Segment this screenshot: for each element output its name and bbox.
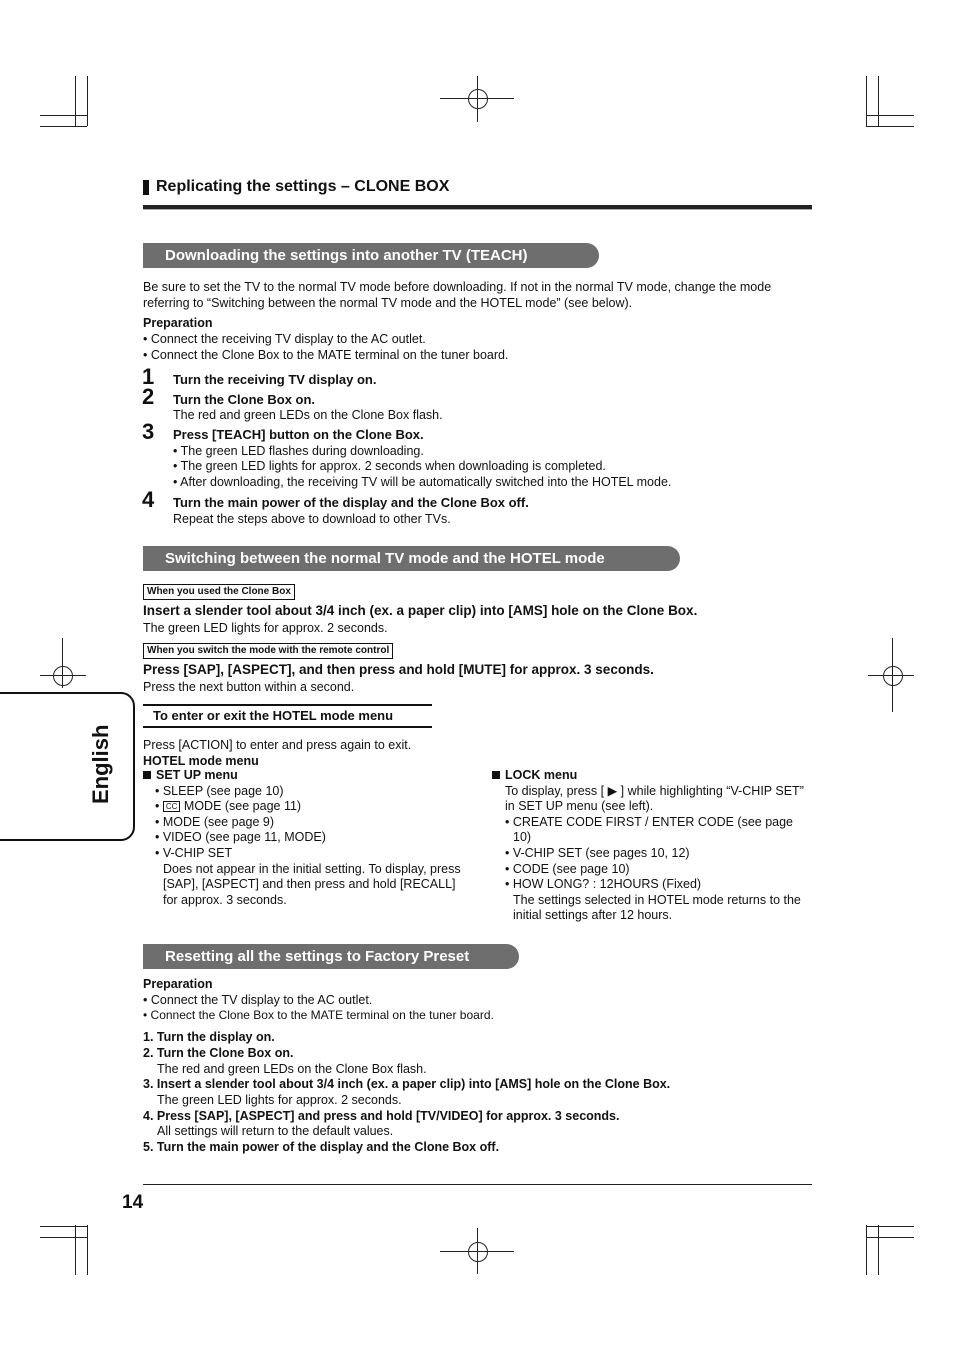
lock-line: To display, press [ ▶ ] while highlighting “V-CHIP SET” [505,783,804,798]
reset-step-body: The green LED lights for approx. 2 seconds. [157,1093,402,1107]
setup-item: • MODE (see page 9) [155,814,275,829]
square-bullet-icon [492,771,500,779]
remote-note: Press the next button within a second. [143,680,355,694]
clonebox-label: When you used the Clone Box [143,584,295,600]
remote-label: When you switch the mode with the remote control [143,643,393,659]
reset-step-body: The red and green LEDs on the Clone Box flash. [157,1062,427,1076]
lock-menu-title: LOCK menu [492,768,817,784]
step-bullet: • After downloading, the receiving TV will be automatically switched into the HOTEL mode. [173,475,672,489]
cc-icon: CC [163,801,181,812]
reset-step: 3. Insert a slender tool about 3/4 inch (ex. a paper clip) into [AMS] hole on the Clone Box. [143,1077,671,1091]
clonebox-instruction: Insert a slender tool about 3/4 inch (ex. a paper clip) into [AMS] hole on the Clone Box. [143,603,698,618]
step-title: Press [TEACH] button on the Clone Box. [173,427,424,442]
lock-menu [492,768,817,924]
footer-rule [143,1184,812,1185]
step-bullet: • The green LED flashes during downloading. [173,444,424,458]
remote-instruction: Press [SAP], [ASPECT], and then press and hold [MUTE] for approx. 3 seconds. [143,662,654,677]
clonebox-note: The green LED lights for approx. 2 seconds. [143,621,388,635]
setup-note: for approx. 3 seconds. [163,892,287,907]
section-title [143,178,449,196]
reset-step: 4. Press [SAP], [ASPECT] and press and hold [TV/VIDEO] for approx. 3 seconds. [143,1109,620,1123]
step-number: 1 [142,364,155,389]
square-bullet-icon [143,771,151,779]
setup-menu [143,768,473,908]
reset-step: 2. Turn the Clone Box on. [143,1046,294,1060]
step-number: 3 [142,419,155,444]
lock-line: • V-CHIP SET (see pages 10, 12) [505,845,690,860]
step-body: The red and green LEDs on the Clone Box flash. [173,408,443,422]
reset-step: 5. Turn the main power of the display and the Clone Box off. [143,1140,500,1154]
teach-heading: Downloading the settings into another TV (TEACH) [143,243,599,268]
teach-prep-item: • Connect the receiving TV display to the AC outlet. [143,332,426,346]
setup-item: • CC MODE (see page 11) [155,799,302,814]
reset-step-body: All settings will return to the default values. [157,1124,394,1138]
lock-line: • CREATE CODE FIRST / ENTER CODE (see page [505,814,794,829]
section-rule [143,205,812,210]
language-tab [0,692,135,841]
step-title: Turn the receiving TV display on. [173,372,377,387]
hotel-menu-subhead: To enter or exit the HOTEL mode menu [143,704,432,728]
step-number: 4 [142,487,155,512]
lock-line: • CODE (see page 10) [505,861,630,876]
switching-heading: Switching between the normal TV mode and the HOTEL mode [143,546,680,571]
section-title-text: Replicating the settings – CLONE BOX [156,178,450,195]
reset-prep-item: • Connect the TV display to the AC outlet. [143,993,373,1007]
setup-menu-title: SET UP menu [143,768,473,784]
hotel-menu-intro: Press [ACTION] to enter and press again to exit. [143,738,412,752]
setup-note: [SAP], [ASPECT] and then press and hold [RECALL] [163,877,456,892]
reset-prep-item: • Connect the Clone Box to the MATE terminal on the tuner board. [143,1008,494,1022]
lock-line: initial settings after 12 hours. [513,908,673,923]
setup-item: • SLEEP (see page 10) [155,783,284,798]
step-title: Turn the Clone Box on. [173,392,316,407]
step-number: 2 [142,384,155,409]
teach-intro: Be sure to set the TV to the normal TV mode before downloading. If not in the normal TV mode, change the mode referring to “Switching between the normal TV mode and the HOTEL mode” (see below). [143,280,772,310]
teach-prep-item: • Connect the Clone Box to the MATE terminal on the tuner board. [143,348,509,362]
hotel-menu-label: HOTEL mode menu [143,754,259,768]
lock-line: • HOW LONG? : 12HOURS (Fixed) [505,877,702,892]
lock-line: 10) [513,830,532,845]
teach-prep-label: Preparation [143,316,213,330]
lock-line: The settings selected in HOTEL mode returns to the [513,892,801,907]
lock-line: in SET UP menu (see left). [505,799,654,814]
step-title: Turn the main power of the display and the Clone Box off. [173,495,529,510]
reset-prep-label: Preparation [143,977,213,991]
reset-heading: Resetting all the settings to Factory Preset [143,944,519,969]
setup-note: Does not appear in the initial setting. To display, press [163,861,461,876]
language-tab-label: English [88,724,113,804]
reset-step: 1. Turn the display on. [143,1030,275,1044]
setup-item: • VIDEO (see page 11, MODE) [155,830,326,845]
step-body: Repeat the steps above to download to other TVs. [173,512,451,526]
title-bar-marker [143,180,149,195]
setup-item: • V-CHIP SET [155,845,233,860]
step-bullet: • The green LED lights for approx. 2 seconds when downloading is completed. [173,459,606,473]
page-number: 14 [122,1192,144,1213]
